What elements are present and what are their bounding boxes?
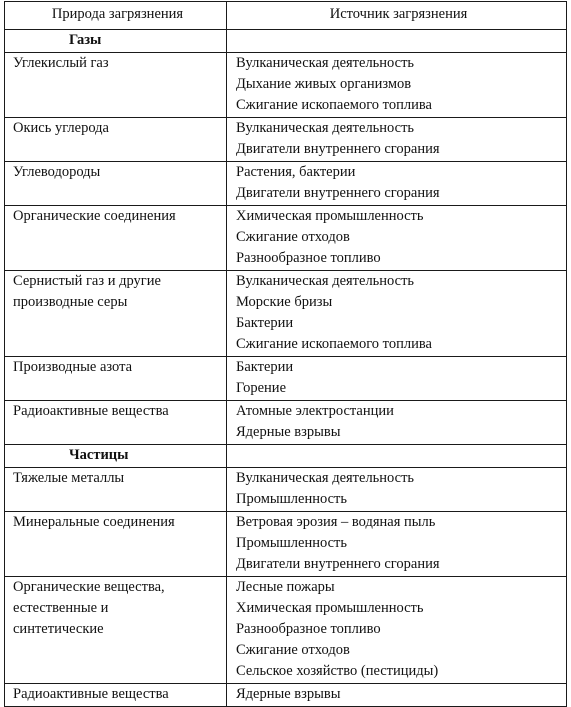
- source-cell: [227, 468, 567, 512]
- section-empty-cell: [227, 445, 567, 468]
- table-row: [5, 162, 567, 206]
- source-line: Атомные электростанции: [236, 403, 394, 419]
- source-line: Бактерии: [236, 315, 294, 331]
- source-cell: [227, 684, 567, 707]
- source-line: Химическая промышленность: [236, 208, 424, 224]
- nature-line: Углеводороды: [13, 164, 101, 180]
- source-line: Лесные пожары: [236, 579, 335, 595]
- table-row: [5, 271, 567, 357]
- source-line: Сжигание отходов: [236, 642, 350, 658]
- source-line: Морские бризы: [236, 294, 333, 310]
- source-line: Сжигание ископаемого топлива: [236, 336, 432, 352]
- table-row: [5, 206, 567, 271]
- source-cell: [227, 512, 567, 577]
- table-body: [5, 30, 567, 707]
- nature-line: Органические соединения: [13, 208, 176, 224]
- source-cell: [227, 162, 567, 206]
- nature-cell: [5, 206, 227, 271]
- source-cell: [227, 357, 567, 401]
- source-line: Ветровая эрозия – водяная пыль: [236, 514, 436, 530]
- source-line: Двигатели внутреннего сгорания: [236, 141, 440, 157]
- source-line: Разнообразное топливо: [236, 250, 381, 266]
- source-line: Сжигание отходов: [236, 229, 350, 245]
- source-line: Сельское хозяйство (пестициды): [236, 663, 439, 679]
- nature-line: естественные и: [13, 600, 109, 616]
- nature-cell: [5, 684, 227, 707]
- nature-line: Радиоактивные вещества: [13, 686, 169, 702]
- source-line: Разнообразное топливо: [236, 621, 381, 637]
- source-line: Вулканическая деятельность: [236, 470, 415, 486]
- source-line: Растения, бактерии: [236, 164, 356, 180]
- nature-cell: [5, 53, 227, 118]
- source-line: Вулканическая деятельность: [236, 273, 415, 289]
- section-row: [5, 30, 567, 53]
- source-line: Двигатели внутреннего сгорания: [236, 556, 440, 572]
- source-line: Бактерии: [236, 359, 294, 375]
- pollution-table: [4, 1, 567, 707]
- source-line: Дыхание живых организмов: [236, 76, 412, 92]
- source-line: Промышленность: [236, 491, 347, 507]
- nature-cell: [5, 468, 227, 512]
- source-cell: [227, 271, 567, 357]
- source-line: Ядерные взрывы: [236, 424, 341, 440]
- nature-line: Тяжелые металлы: [13, 470, 125, 486]
- nature-line: Сернистый газ и другие: [13, 273, 161, 289]
- section-empty-cell: [227, 30, 567, 53]
- nature-line: Углекислый газ: [13, 55, 109, 71]
- source-line: Двигатели внутреннего сгорания: [236, 185, 440, 201]
- source-line: Горение: [236, 380, 286, 396]
- source-line: Вулканическая деятельность: [236, 120, 415, 136]
- source-line: Сжигание ископаемого топлива: [236, 97, 432, 113]
- table-row: [5, 401, 567, 445]
- source-cell: [227, 401, 567, 445]
- table-row: [5, 53, 567, 118]
- table-row: [5, 118, 567, 162]
- source-cell: [227, 206, 567, 271]
- header-source: Источник загрязнения: [227, 2, 567, 30]
- nature-line: производные серы: [13, 294, 128, 310]
- table-header-row: [5, 2, 567, 30]
- nature-line: Минеральные соединения: [13, 514, 175, 530]
- nature-cell: [5, 512, 227, 577]
- header-nature: Природа загрязнения: [5, 2, 227, 30]
- nature-cell: [5, 162, 227, 206]
- source-cell: [227, 53, 567, 118]
- section-title: Газы: [5, 30, 227, 53]
- nature-line: Органические вещества,: [13, 579, 165, 595]
- nature-cell: [5, 118, 227, 162]
- nature-cell: [5, 271, 227, 357]
- table-row: [5, 684, 567, 707]
- table-row: [5, 468, 567, 512]
- source-line: Вулканическая деятельность: [236, 55, 415, 71]
- source-cell: [227, 118, 567, 162]
- source-line: Ядерные взрывы: [236, 686, 341, 702]
- nature-line: Окись углерода: [13, 120, 109, 136]
- nature-cell: [5, 401, 227, 445]
- source-line: Химическая промышленность: [236, 600, 424, 616]
- nature-cell: [5, 357, 227, 401]
- nature-cell: [5, 577, 227, 684]
- table-row: [5, 512, 567, 577]
- table-row: [5, 577, 567, 684]
- nature-line: синтетические: [13, 621, 104, 637]
- section-title: Частицы: [5, 445, 227, 468]
- source-line: Промышленность: [236, 535, 347, 551]
- nature-line: Радиоактивные вещества: [13, 403, 169, 419]
- section-row: [5, 445, 567, 468]
- nature-line: Производные азота: [13, 359, 133, 375]
- source-cell: [227, 577, 567, 684]
- table-row: [5, 357, 567, 401]
